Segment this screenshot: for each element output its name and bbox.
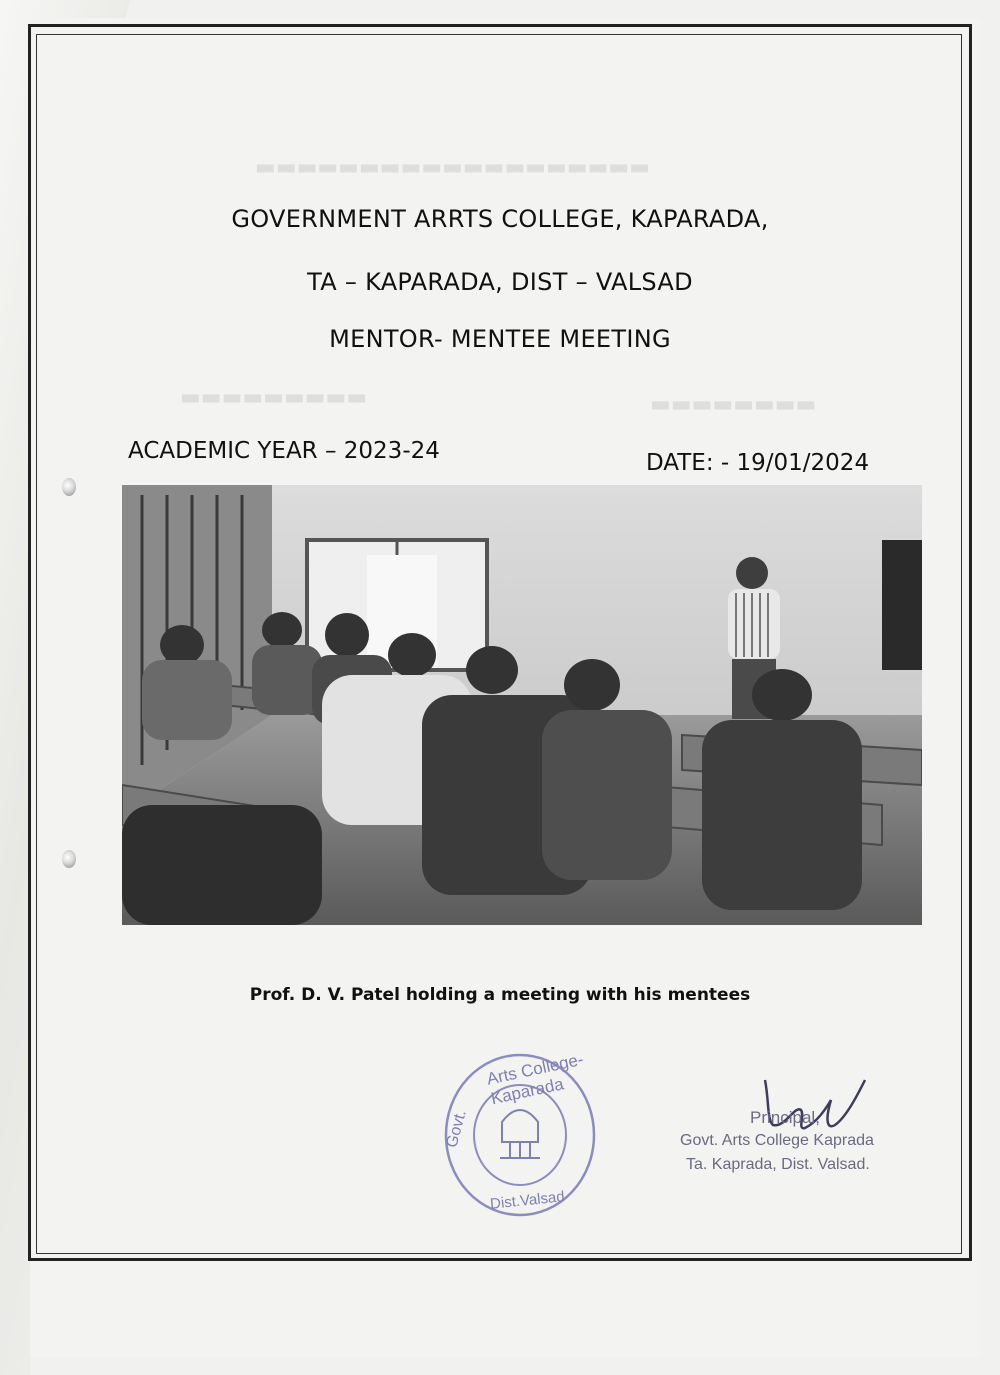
bleed-through-text: ▬▬▬▬▬▬▬▬▬ bbox=[180, 385, 368, 410]
college-seal bbox=[440, 1050, 600, 1220]
academic-year: ACADEMIC YEAR – 2023-24 bbox=[128, 438, 440, 464]
bleed-through-text: ▬▬▬▬▬▬▬▬▬▬▬▬▬▬▬▬▬▬▬ bbox=[255, 155, 650, 180]
classroom-scene-illustration bbox=[122, 485, 922, 925]
handwritten-signature-icon bbox=[755, 1070, 875, 1140]
principal-address: Ta. Kaprada, Dist. Valsad. bbox=[686, 1156, 870, 1173]
meeting-date: DATE: - 19/01/2024 bbox=[646, 450, 870, 476]
seal-left-text: Govt. bbox=[443, 1108, 470, 1150]
principal-college: Govt. Arts College Kaprada bbox=[680, 1132, 874, 1149]
college-name-heading: GOVERNMENT ARRTS COLLEGE, KAPARADA, bbox=[231, 205, 769, 233]
meeting-photograph bbox=[122, 485, 922, 925]
principal-title: Principal, bbox=[750, 1108, 820, 1127]
photo-caption: Prof. D. V. Patel holding a meeting with his mentees bbox=[249, 985, 751, 1005]
location-heading: TA – KAPARADA, DIST – VALSAD bbox=[307, 268, 693, 296]
bleed-through-text: ▬▬▬▬▬▬▬▬ bbox=[650, 392, 817, 417]
meeting-title: MENTOR- MENTEE MEETING bbox=[329, 325, 671, 353]
principal-signature-block bbox=[670, 1070, 900, 1200]
seal-bottom-text: Dist.Valsad bbox=[489, 1188, 566, 1213]
seal-top-text: Arts College-Kaparada bbox=[485, 1049, 586, 1109]
